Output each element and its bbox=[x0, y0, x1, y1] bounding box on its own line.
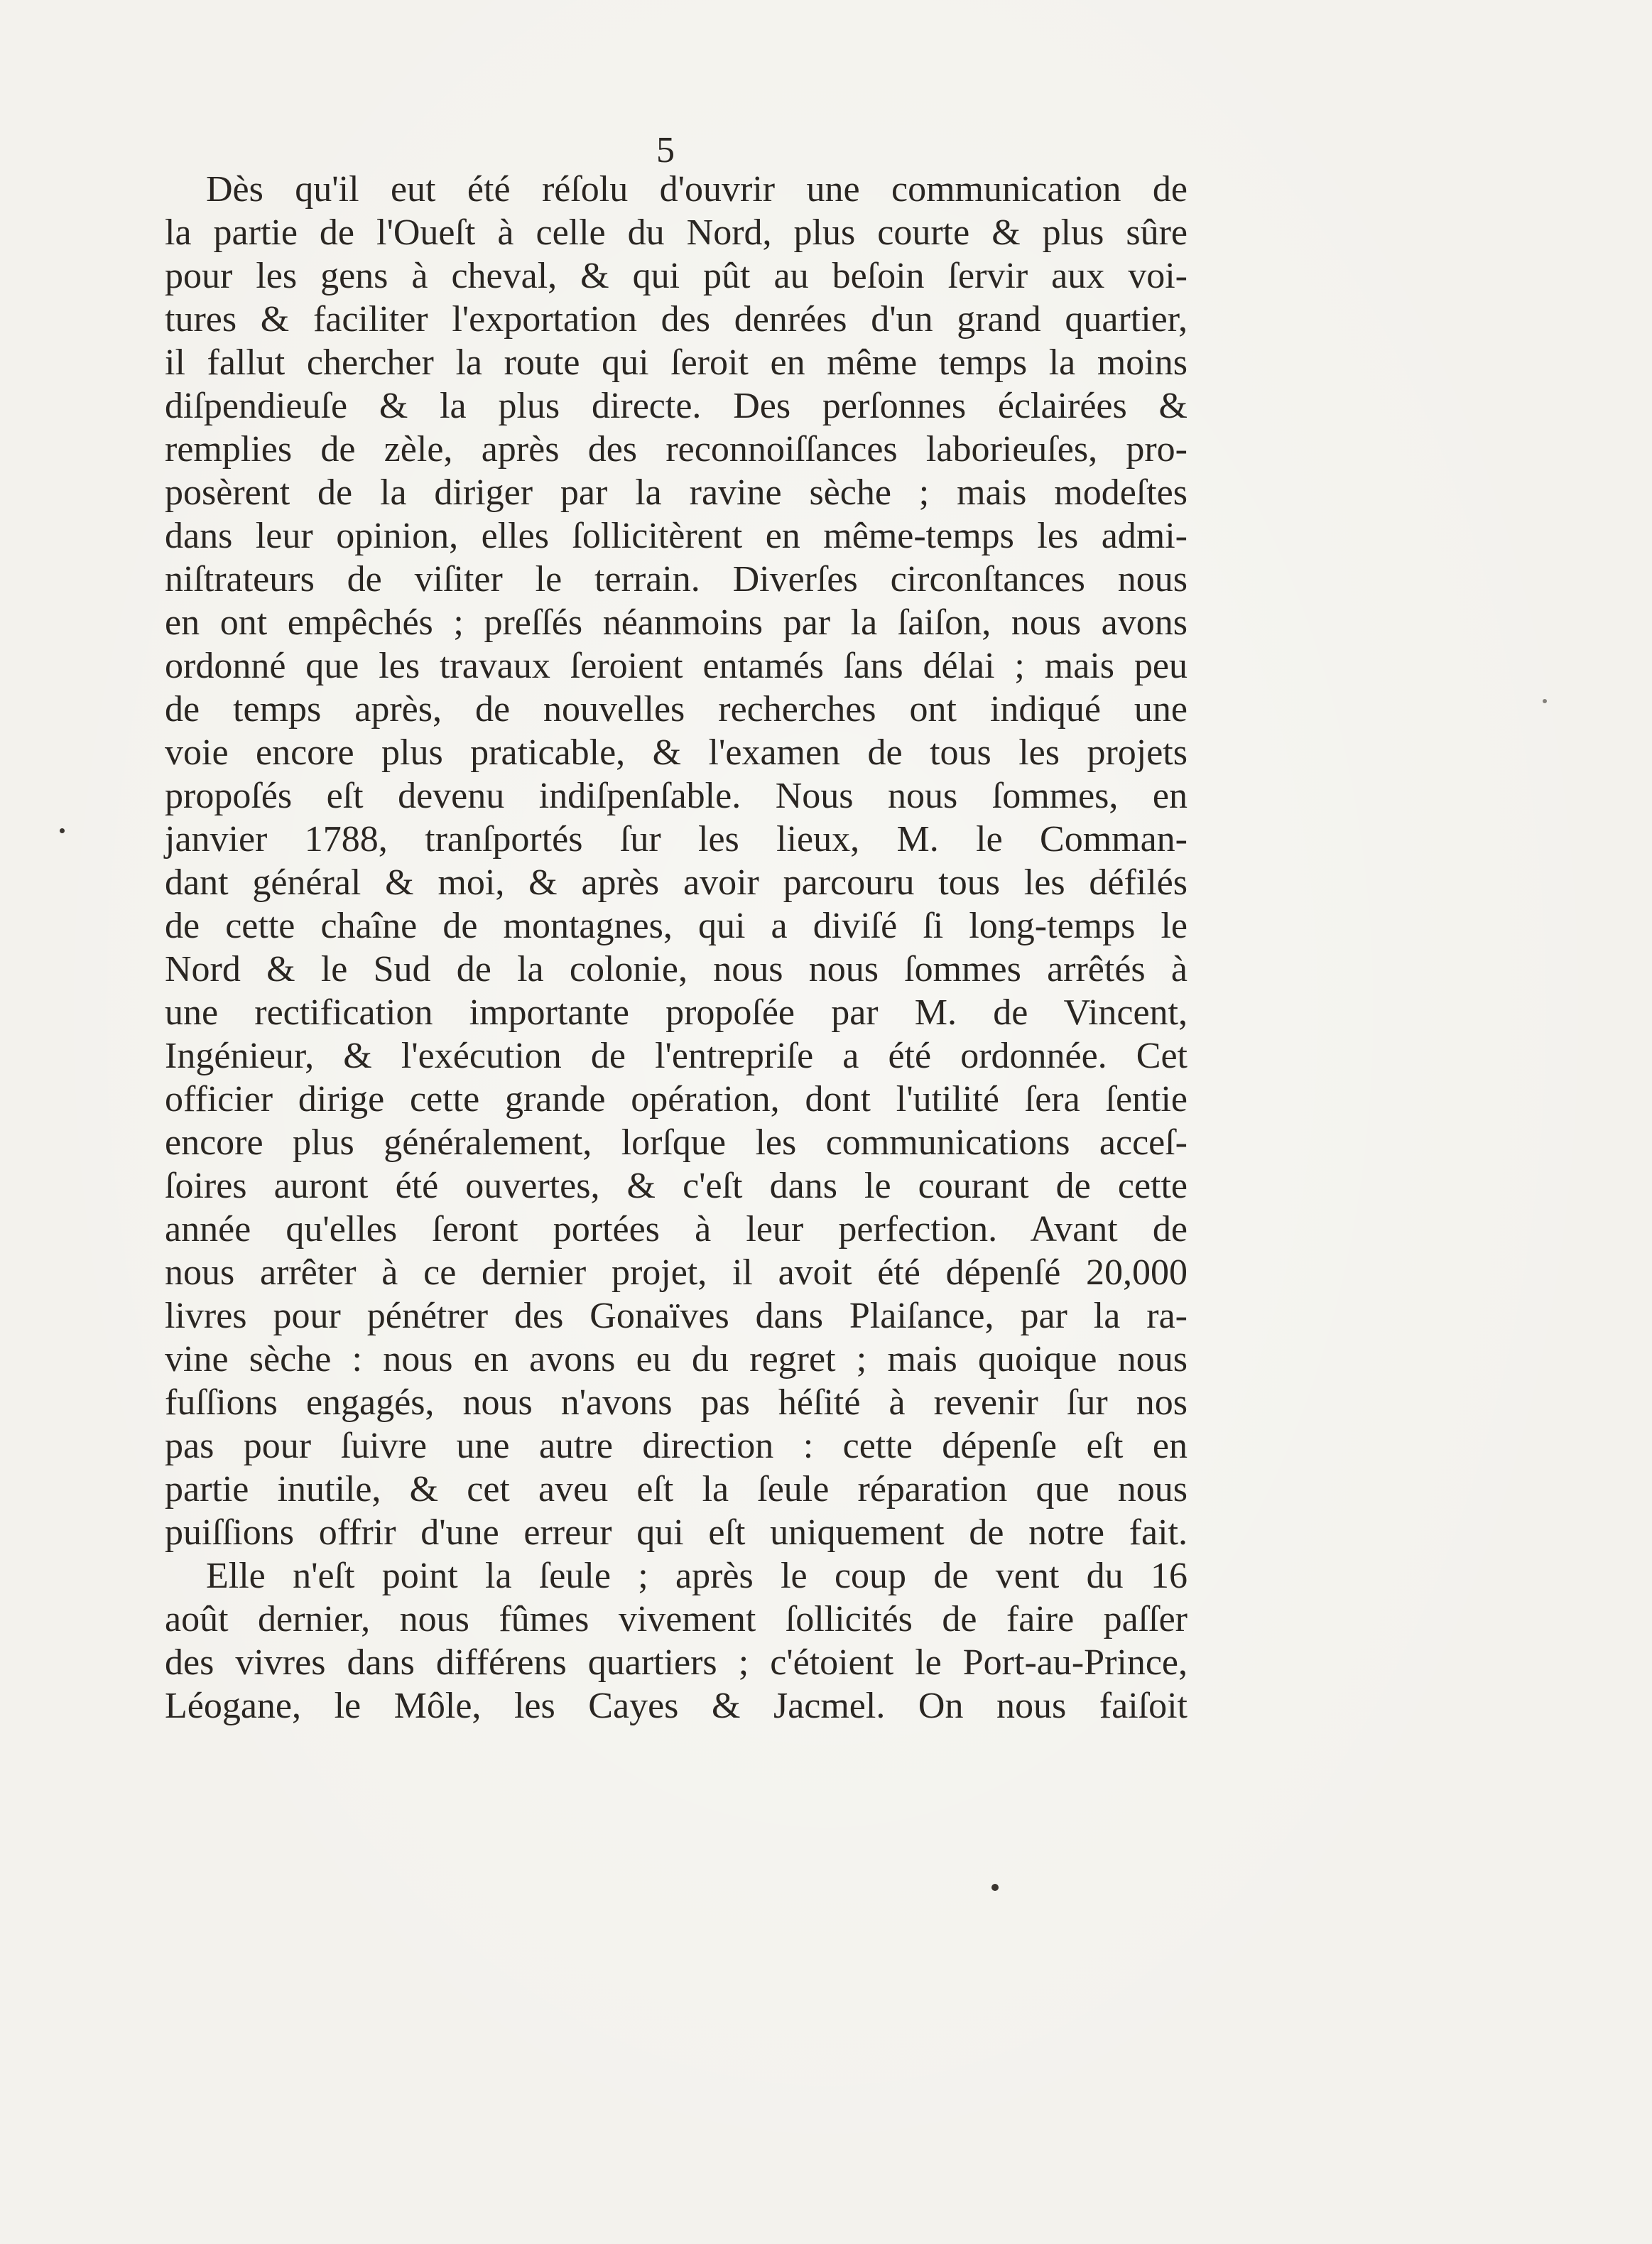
text-line: dans leur opinion, elles ſollicitèrent en même-temps les admi- bbox=[165, 516, 1188, 556]
text-line: propoſés eſt devenu indiſpenſable. Nous nous ſommes, en bbox=[165, 776, 1188, 816]
ink-speck bbox=[991, 1884, 999, 1891]
text-line: une rectification importante propoſée par M. de Vincent, bbox=[165, 992, 1188, 1033]
text-line: Nord & le Sud de la colonie, nous nous ſommes arrêtés à bbox=[165, 949, 1188, 990]
body-text bbox=[165, 168, 1188, 1728]
text-line: encore plus généralement, lorſque les communications acceſ- bbox=[165, 1122, 1188, 1163]
text-line: diſpendieuſe & la plus directe. Des perſonnes éclairées & bbox=[165, 386, 1188, 426]
ink-speck bbox=[60, 828, 65, 833]
text-line: janvier 1788, tranſportés ſur les lieux, M. le Comman- bbox=[165, 819, 1188, 860]
text-line: Ingénieur, & l'exécution de l'entrepriſe a été ordonnée. Cet bbox=[165, 1036, 1188, 1076]
text-line: des vivres dans différens quartiers ; c'étoient le Port-au-Prince, bbox=[165, 1642, 1188, 1683]
text-line: août dernier, nous fûmes vivement ſollicités de faire paſſer bbox=[165, 1599, 1188, 1639]
text-line: de cette chaîne de montagnes, qui a diviſé ſi long-temps le bbox=[165, 906, 1188, 946]
text-line: tures & faciliter l'exportation des denrées d'un grand quartier, bbox=[165, 299, 1188, 340]
page-number: 5 bbox=[656, 130, 675, 170]
text-line: ſoires auront été ouvertes, & c'eſt dans le courant de cette bbox=[165, 1166, 1188, 1206]
text-line: vine sèche : nous en avons eu du regret ; mais quoique nous bbox=[165, 1339, 1188, 1380]
text-line: posèrent de la diriger par la ravine sèche ; mais modeſtes bbox=[165, 472, 1188, 513]
text-line: puiſſions offrir d'une erreur qui eſt uniquement de notre fait. bbox=[165, 1512, 1188, 1553]
text-line: ordonné que les travaux ſeroient entamés ſans délai ; mais peu bbox=[165, 646, 1188, 686]
text-line: il fallut chercher la route qui ſeroit en même temps la moins bbox=[165, 342, 1188, 383]
text-line: nous arrêter à ce dernier projet, il avoit été dépenſé 20,000 bbox=[165, 1252, 1188, 1293]
text-line: dant général & moi, & après avoir parcouru tous les défilés bbox=[165, 862, 1188, 903]
text-line: voie encore plus praticable, & l'examen de tous les projets bbox=[165, 732, 1188, 773]
text-line: fuſſions engagés, nous n'avons pas héſité à revenir ſur nos bbox=[165, 1382, 1188, 1423]
text-line: pas pour ſuivre une autre direction : cette dépenſe eſt en bbox=[165, 1426, 1188, 1466]
text-line: remplies de zèle, après des reconnoiſſances laborieuſes, pro- bbox=[165, 429, 1188, 470]
ink-speck bbox=[1543, 699, 1547, 703]
text-line: année qu'elles ſeront portées à leur perfection. Avant de bbox=[165, 1209, 1188, 1250]
text-line: officier dirige cette grande opération, dont l'utilité ſera ſentie bbox=[165, 1079, 1188, 1120]
text-line: Léogane, le Môle, les Cayes & Jacmel. On nous faiſoit bbox=[165, 1686, 1188, 1726]
text-line: Elle n'eſt point la ſeule ; après le coup de vent du 16 bbox=[206, 1556, 1188, 1596]
text-line: partie inutile, & cet aveu eſt la ſeule réparation que nous bbox=[165, 1469, 1188, 1509]
text-line: livres pour pénétrer des Gonaïves dans Plaiſance, par la ra- bbox=[165, 1296, 1188, 1336]
text-line: la partie de l'Oueſt à celle du Nord, plus courte & plus sûre bbox=[165, 212, 1188, 253]
text-line: pour les gens à cheval, & qui pût au beſoin ſervir aux voi- bbox=[165, 256, 1188, 296]
text-line: niſtrateurs de viſiter le terrain. Diverſes circonſtances nous bbox=[165, 559, 1188, 600]
text-line: de temps après, de nouvelles recherches ont indiqué une bbox=[165, 689, 1188, 730]
text-line: en ont empêchés ; preſſés néanmoins par la ſaiſon, nous avons bbox=[165, 602, 1188, 643]
text-line: Dès qu'il eut été réſolu d'ouvrir une communication de bbox=[206, 169, 1188, 210]
